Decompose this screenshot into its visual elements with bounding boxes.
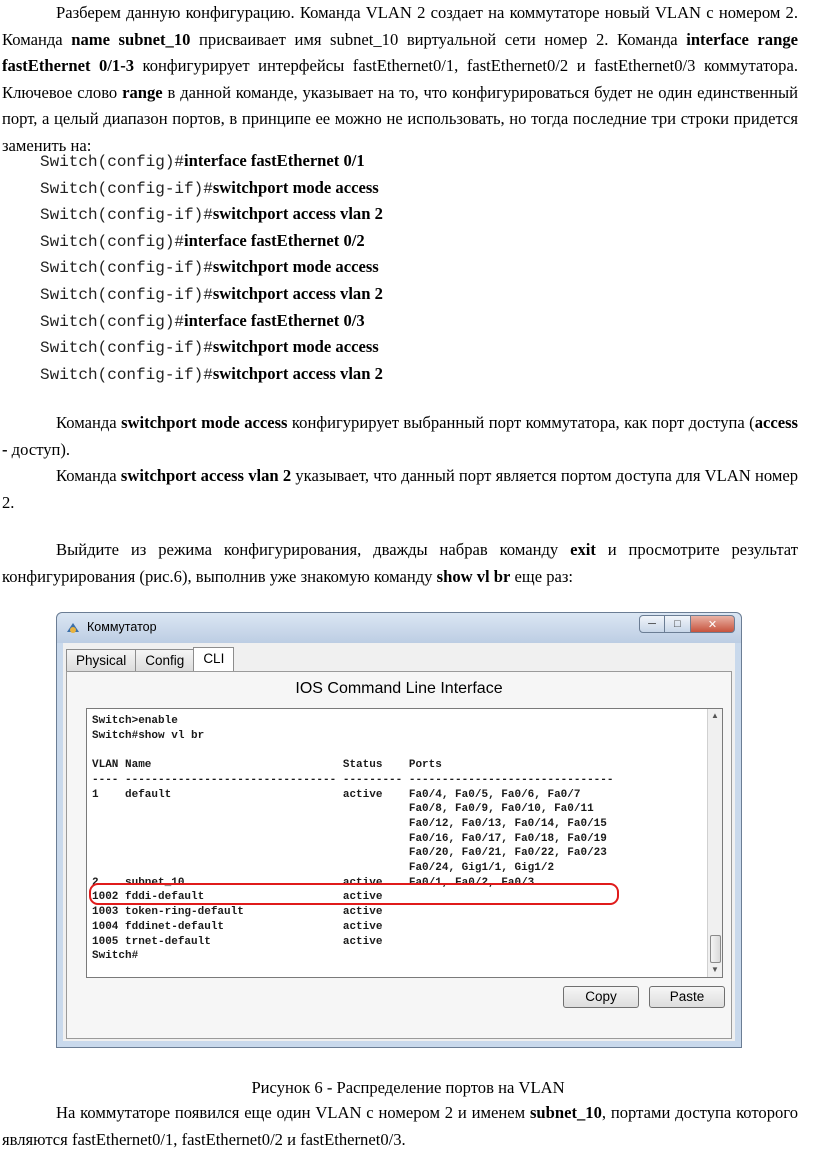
close-button[interactable] [691,615,735,633]
paragraph-access-vlan: Команда switchport access vlan 2 указывает, что данный порт является портом доступа для VLAN номер 2. [2,466,799,512]
intro-paragraph: Разберем данную конфигурацию. Команда VLAN 2 создает на коммутаторе новый VLAN с номером 2. Команда name subnet_10 присваивает имя subnet_10 виртуальной сети номер 2. Команда interface range fastEthernet 0/1-3 конфигурирует интерфейсы fastEthernet0/1, fastEthernet0/2 и fastEthernet0/3 коммутатора. Ключевое слово range в данной команде, указывает на то, что конфигурироваться будет не один единственный порт, а целый диапазон портов, в принципе ее можно не использовать, но тогда последние три строки придется заменить на: [2,3,799,155]
window-controls [639,615,735,633]
code-line: Switch(config-if)#switchport access vlan 2 [40,283,383,304]
maximize-icon: □ [674,618,681,630]
app-icon [65,620,81,636]
window-title: Коммутатор [87,620,157,634]
tab-config[interactable]: Config [135,649,194,671]
code-line: Switch(config-if)#switchport access vlan 2 [40,363,383,384]
tab-cli[interactable]: CLI [193,647,234,671]
paragraph-mode-access: Команда switchport mode access конфигурирует выбранный порт коммутатора, как порт доступа (access - доступ). [2,413,798,459]
cli-terminal[interactable] [86,708,723,978]
scroll-up-arrow-icon[interactable]: ▲ [711,711,719,720]
code-line: Switch(config)#interface fastEthernet 0/2 [40,230,365,251]
code-line: Switch(config-if)#switchport access vlan 2 [40,204,383,225]
terminal-scrollbar[interactable] [707,709,722,977]
paragraph-exit-instructions: Выйдите из режима конфигурирования, дважды набрав команду exit и просмотрите результат конфигурирования (рис.6), выполнив уже знакомую команду show vl br еще раз: [2,540,798,586]
minimize-button[interactable] [639,615,665,633]
switch-window [56,612,742,1048]
paragraph-conclusion: На коммутаторе появился еще один VLAN с номером 2 и именем subnet_10, портами доступа которого являются fastEthernet0/1, fastEthernet0/2 и fastEthernet0/3. [2,1103,798,1149]
terminal-output: Switch>enable Switch#show vl br VLAN Name Status Ports ---- -------------------------------- --------- ------------------------------- 1 default active Fa0/4, Fa0/5, Fa0/6, Fa0/7 Fa0/8, Fa0/9, Fa0/10, Fa0/11 Fa0/12, Fa0/13, Fa0/14, Fa0/15 Fa0/16, Fa0/17, Fa0/18, Fa0/19 Fa0/20, Fa0/21, Fa0/22, Fa0/23 Fa0/24, Gig1/1, Gig1/2 2 subnet_10 active Fa0/1, Fa0/2, Fa0/3 1002 fddi-default active 1003 token-ring-default active 1004 fddinet-default active 1005 trnet-default active Switch# [92,715,614,963]
scroll-down-arrow-icon[interactable]: ▼ [711,965,719,974]
code-line: Switch(config)#interface fastEthernet 0/1 [40,151,365,171]
close-icon: ✕ [707,618,718,631]
maximize-button[interactable] [665,615,691,633]
tab-bar [66,649,233,671]
window-titlebar[interactable] [57,613,741,643]
window-client-area [63,643,735,1041]
copy-button[interactable]: Copy [563,986,639,1008]
scrollbar-thumb[interactable] [710,935,721,963]
tab-physical[interactable]: Physical [66,649,136,671]
minimize-icon: ─ [648,618,656,630]
figure-caption: Рисунок 6 - Распределение портов на VLAN [251,1078,565,1097]
code-line: Switch(config-if)#switchport mode access [40,177,379,198]
paste-button[interactable]: Paste [649,986,725,1008]
code-line: Switch(config)#interface fastEthernet 0/3 [40,310,365,331]
cli-panel [66,671,732,1039]
config-command-listing [40,148,383,387]
code-line: Switch(config-if)#switchport mode access [40,337,379,358]
vlan2-highlight-outline [89,883,619,905]
code-line: Switch(config-if)#switchport mode access [40,257,379,278]
cli-heading: IOS Command Line Interface [295,680,503,697]
